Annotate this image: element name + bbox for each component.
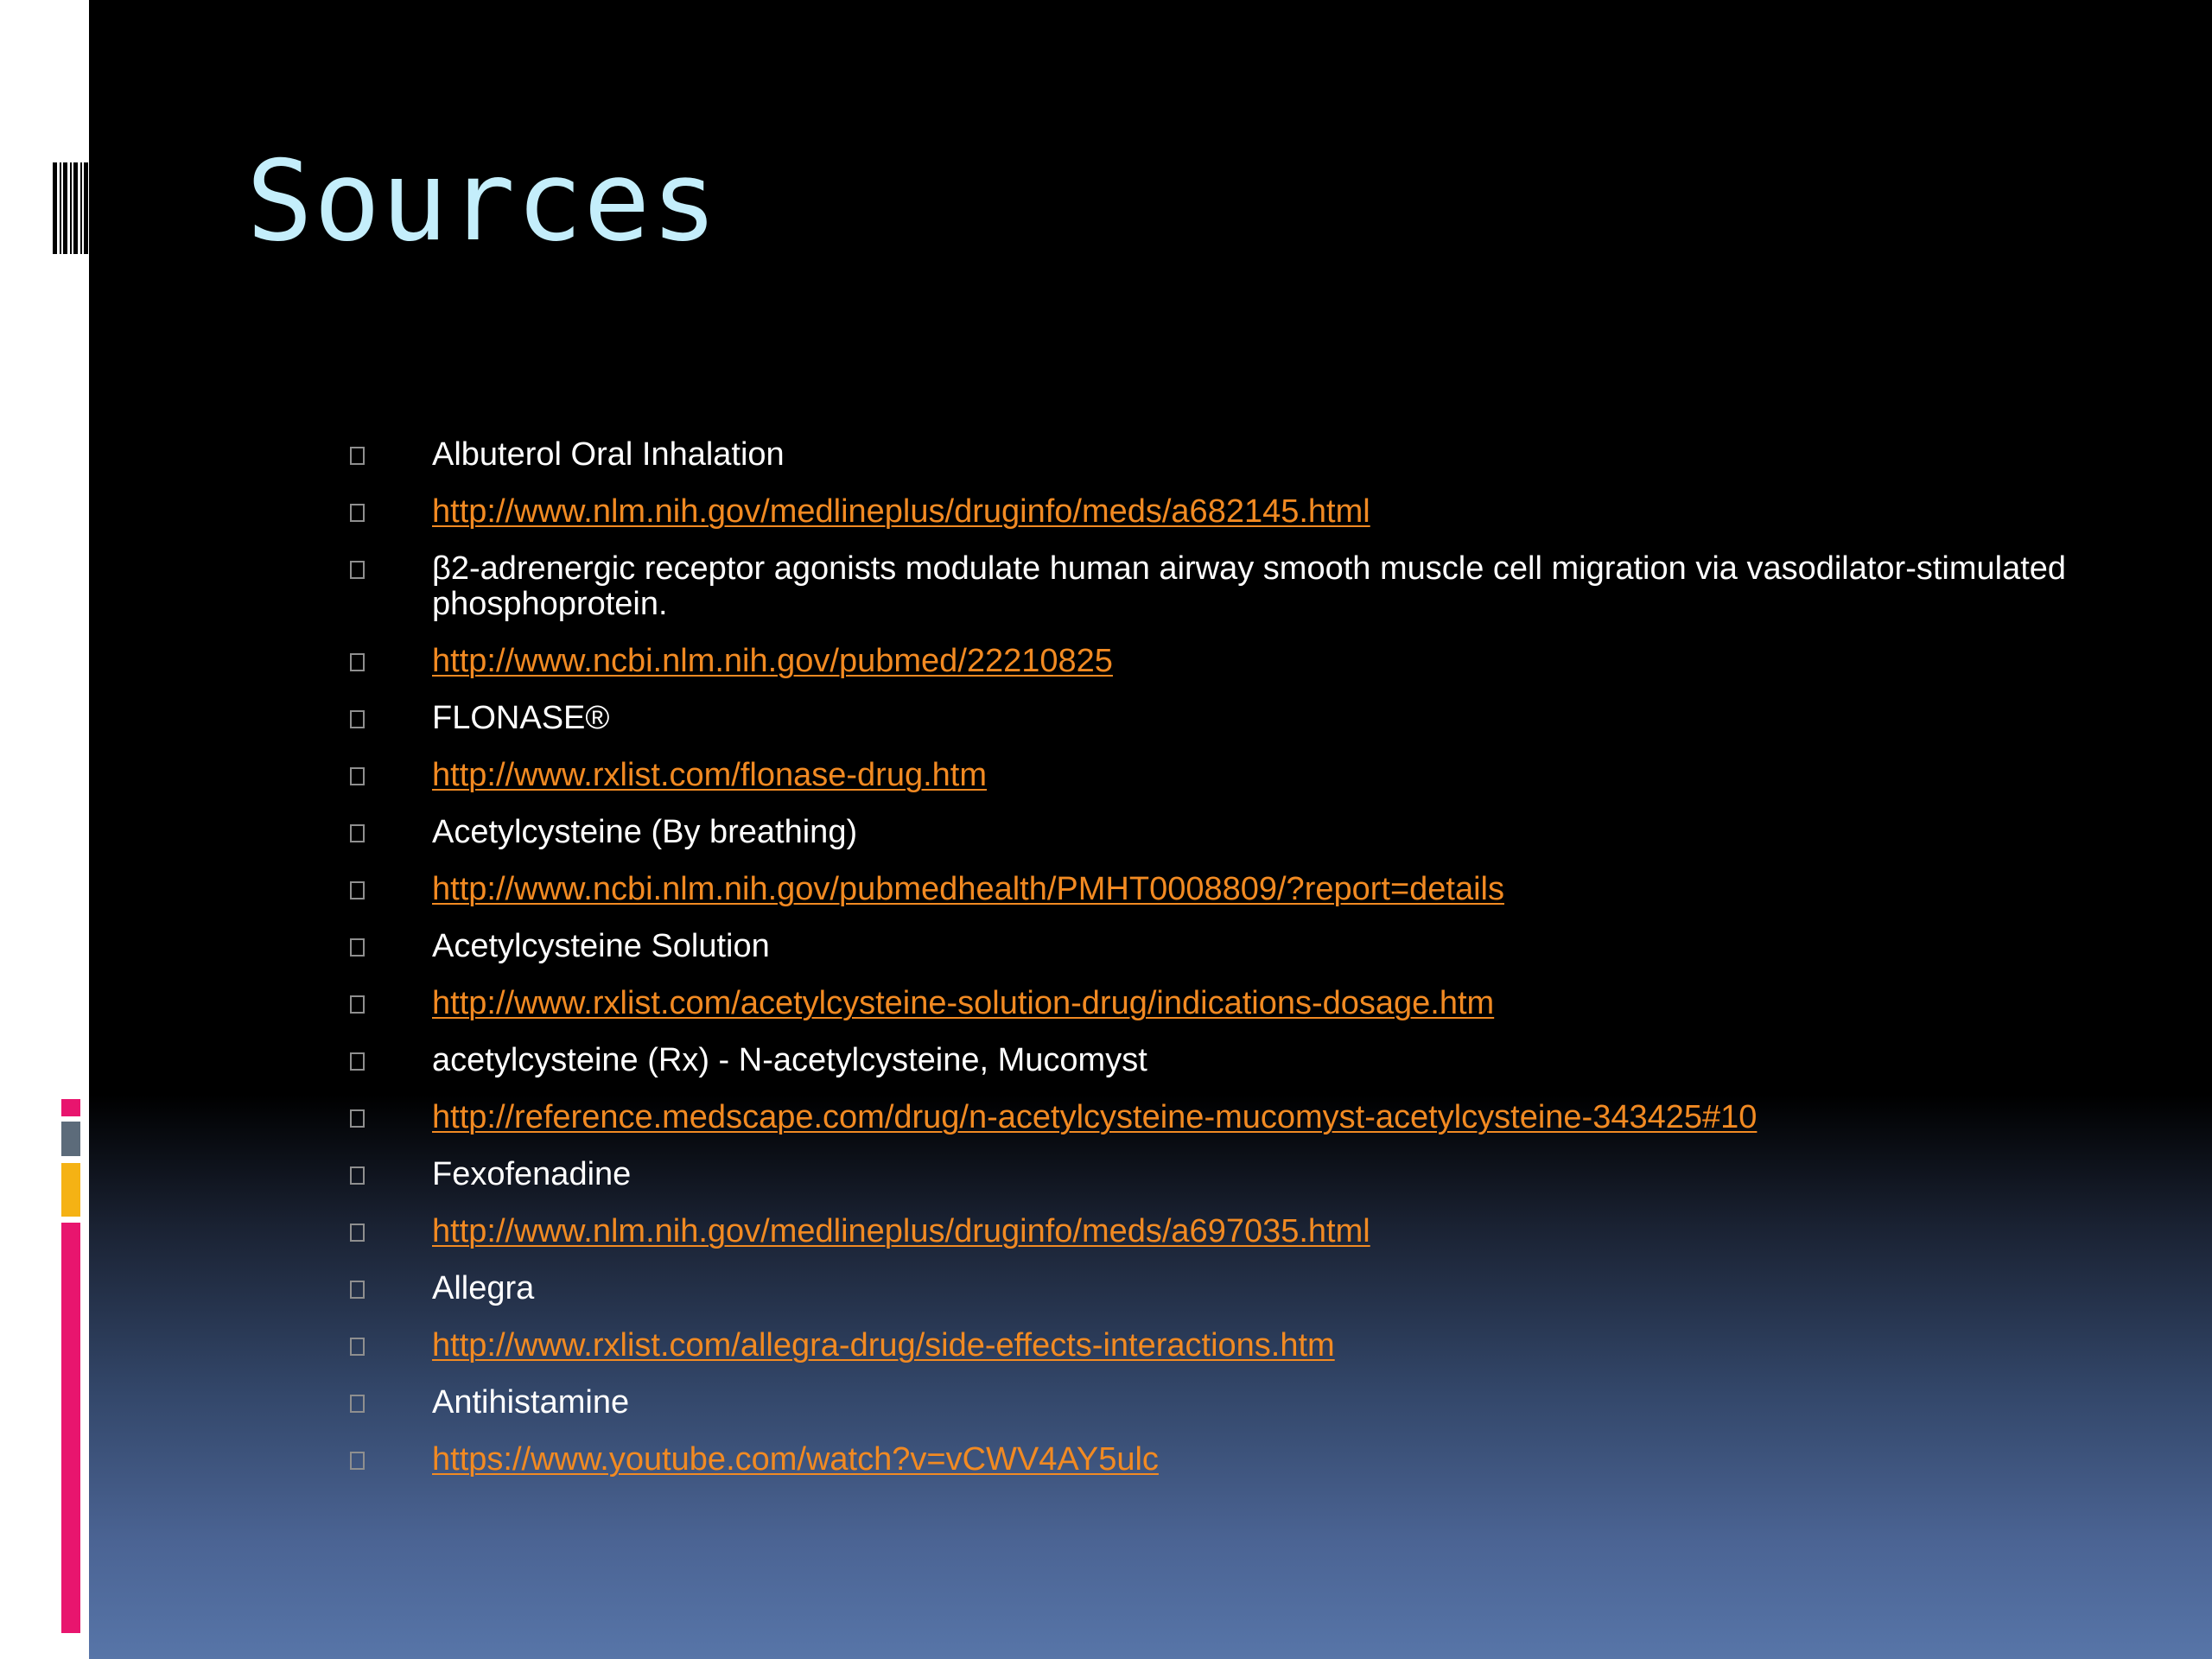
square-outline-bullet-icon: [350, 710, 365, 728]
source-item-title: [246, 1385, 2190, 1442]
accent-bar-yellow: [61, 1163, 80, 1217]
source-link[interactable]: http://www.rxlist.com/acetylcysteine-solution-drug/indications-dosage.htm: [432, 985, 1495, 1021]
source-link[interactable]: http://www.rxlist.com/flonase-drug.htm: [432, 757, 987, 793]
accent-bar-gray: [61, 1122, 80, 1156]
source-item-link: [246, 1442, 2190, 1499]
source-link[interactable]: http://www.nlm.nih.gov/medlineplus/druginfo/meds/a682145.html: [432, 493, 1370, 530]
square-outline-bullet-icon: [350, 1452, 365, 1470]
square-outline-bullet-icon: [350, 881, 365, 899]
item-text: β2-adrenergic receptor agonists modulate human airway smooth muscle cell migration via vasodilator-stimulated phosphoprotein.: [432, 550, 2067, 622]
source-item-title: [246, 437, 2190, 494]
sources-list: [246, 437, 2190, 1499]
square-outline-bullet-icon: [350, 653, 365, 671]
source-link[interactable]: https://www.youtube.com/watch?v=vCWV4AY5ulc: [432, 1441, 1159, 1478]
source-item-title: [246, 929, 2190, 986]
source-link[interactable]: http://www.ncbi.nlm.nih.gov/pubmed/22210825: [432, 643, 1113, 679]
item-text: acetylcysteine (Rx) - N-acetylcysteine, Mucomyst: [432, 1042, 1147, 1078]
source-item-title: [246, 551, 2190, 644]
source-item-link: [246, 758, 2190, 815]
square-outline-bullet-icon: [350, 1109, 365, 1128]
square-outline-bullet-icon: [350, 1281, 365, 1299]
slide-content-area: [89, 0, 2212, 1659]
accent-bar-pink-long: [61, 1223, 80, 1633]
square-outline-bullet-icon: [350, 1338, 365, 1356]
item-text: Antihistamine: [432, 1384, 630, 1421]
square-outline-bullet-icon: [350, 995, 365, 1014]
source-link[interactable]: http://www.ncbi.nlm.nih.gov/pubmedhealth/PMHT0008809/?report=details: [432, 871, 1504, 907]
item-text: Acetylcysteine Solution: [432, 928, 770, 964]
barcode-ornament-icon: [53, 162, 89, 254]
square-outline-bullet-icon: [350, 504, 365, 522]
square-outline-bullet-icon: [350, 1052, 365, 1071]
source-item-link: [246, 986, 2190, 1043]
item-text: Albuterol Oral Inhalation: [432, 436, 785, 473]
source-item-link: [246, 872, 2190, 929]
item-text: Allegra: [432, 1270, 535, 1306]
source-link[interactable]: http://www.rxlist.com/allegra-drug/side-effects-interactions.htm: [432, 1327, 1335, 1363]
source-item-title: [246, 1043, 2190, 1100]
left-margin-strip: [0, 0, 89, 1659]
square-outline-bullet-icon: [350, 1395, 365, 1413]
square-outline-bullet-icon: [350, 767, 365, 785]
item-text: Acetylcysteine (By breathing): [432, 814, 858, 850]
source-item-title: [246, 1271, 2190, 1328]
source-item-link: [246, 1328, 2190, 1385]
source-item-title: [246, 815, 2190, 872]
square-outline-bullet-icon: [350, 824, 365, 842]
source-item-link: [246, 1214, 2190, 1271]
source-item-link: [246, 1100, 2190, 1157]
item-text: FLONASE®: [432, 700, 610, 736]
source-link[interactable]: http://www.nlm.nih.gov/medlineplus/druginfo/meds/a697035.html: [432, 1213, 1370, 1249]
square-outline-bullet-icon: [350, 561, 365, 579]
item-text: Fexofenadine: [432, 1156, 632, 1192]
source-link[interactable]: http://reference.medscape.com/drug/n-acetylcysteine-mucomyst-acetylcysteine-343425#10: [432, 1099, 1758, 1135]
slide-title: Sources: [246, 137, 719, 266]
source-item-title: [246, 1157, 2190, 1214]
source-item-link: [246, 644, 2190, 701]
square-outline-bullet-icon: [350, 1166, 365, 1185]
source-item-link: [246, 494, 2190, 551]
accent-bar-pink-small: [61, 1099, 80, 1116]
source-item-title: [246, 701, 2190, 758]
square-outline-bullet-icon: [350, 1224, 365, 1242]
square-outline-bullet-icon: [350, 938, 365, 957]
square-outline-bullet-icon: [350, 447, 365, 465]
